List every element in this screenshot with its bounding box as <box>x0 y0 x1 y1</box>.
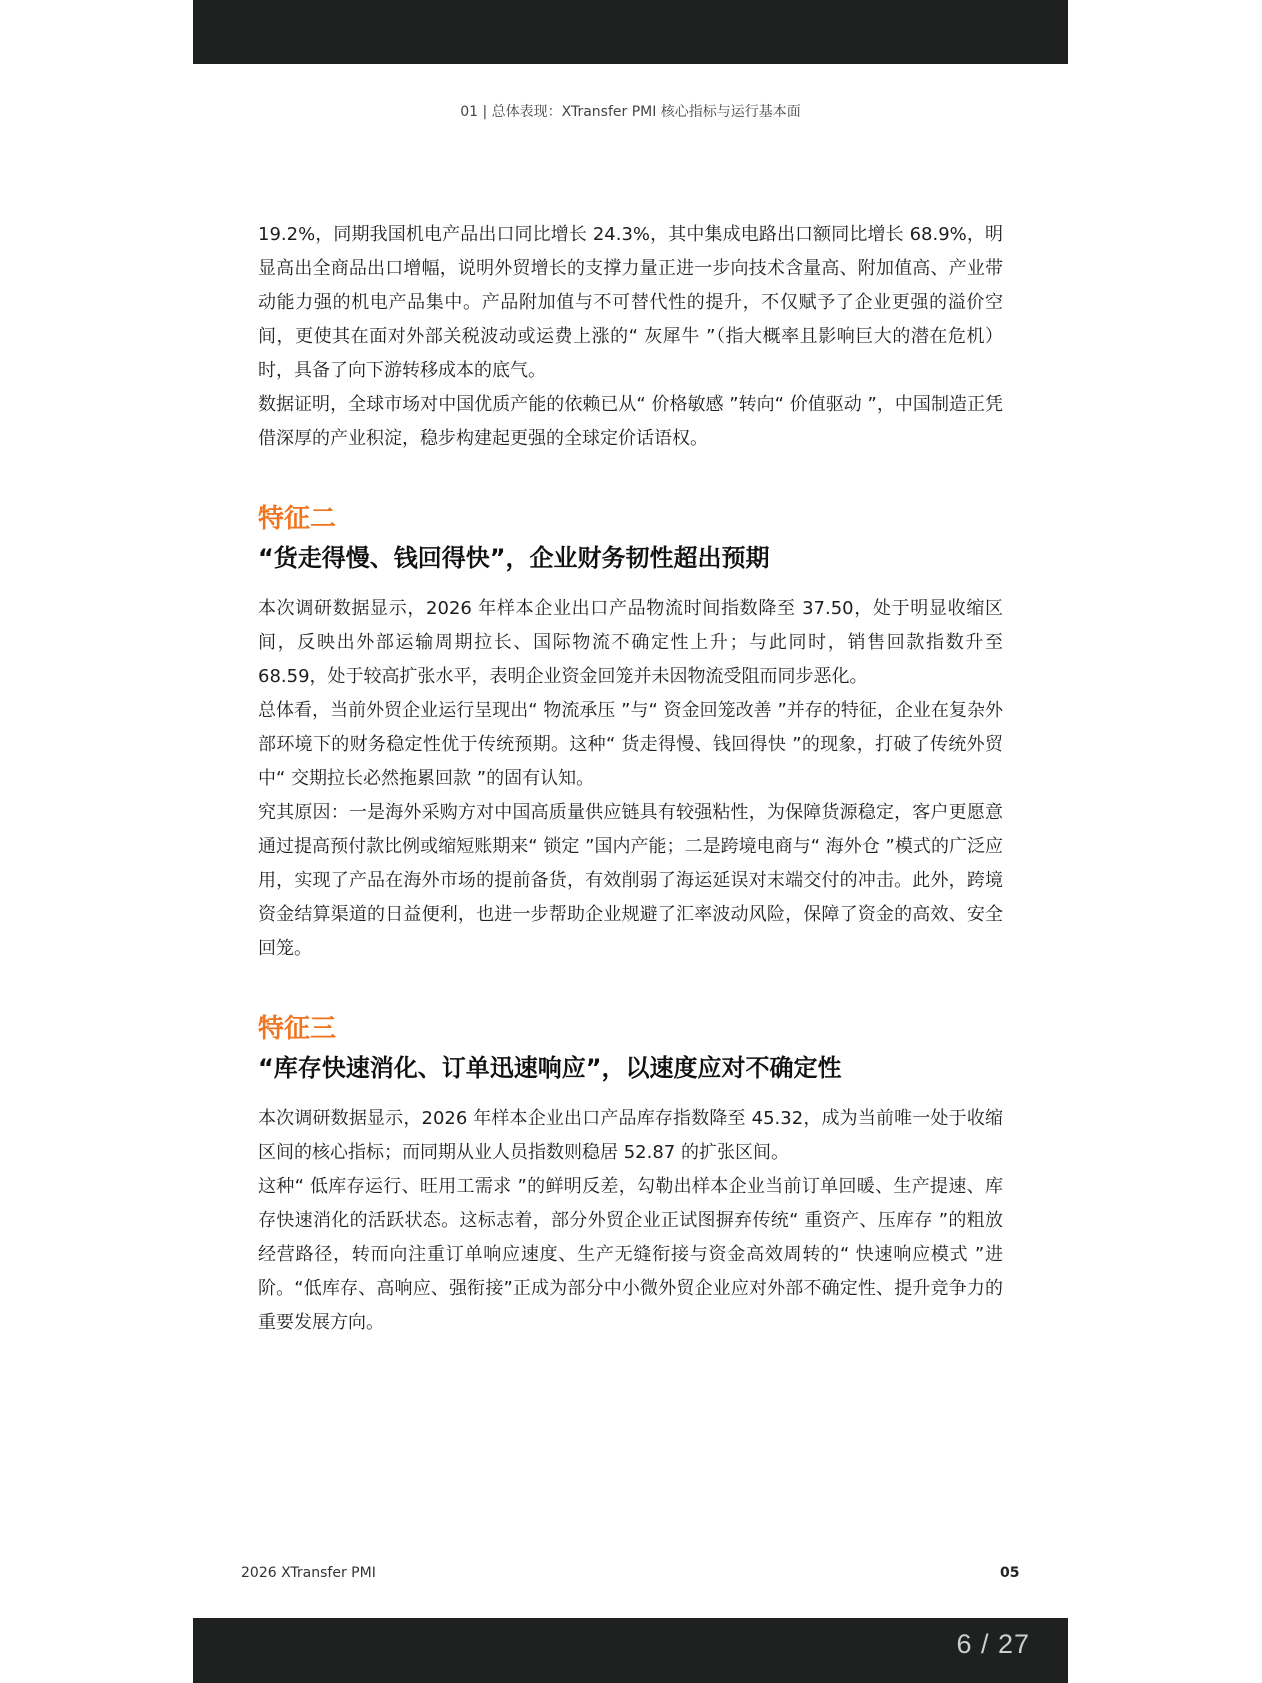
page-indicator: 6 / 27 <box>956 1629 1030 1659</box>
viewer-top-bar <box>193 0 1068 64</box>
footer-report-name: 2026 XTransfer PMI <box>241 1565 376 1581</box>
feature-2-title: “货走得慢、钱回得快”，企业财务韧性超出预期 <box>258 544 770 572</box>
feature-2-paragraph-1: 本次调研数据显示，2026 年样本企业出口产品物流时间指数降至 37.50，处于明显收缩区间，反映出外部运输周期拉长、国际物流不确定性上升；与此同时，销售回款指数升至 68.59，处于较高扩张水平，表明企业资金回笼并未因物流受阻而同步恶化。 <box>258 598 1003 687</box>
feature-2-paragraph-2: 总体看，当前外贸企业运行呈现出“ 物流承压 ”与“ 资金回笼改善 ”并存的特征，企业在复杂外部环境下的财务稳定性优于传统预期。这种“ 货走得慢、钱回得快 ”的现象，打破了传统外贸中“ 交期拉长必然拖累回款 ”的固有认知。 <box>258 700 1003 789</box>
page-content <box>258 218 1003 1340</box>
feature-3-label: 特征三 <box>258 1014 337 1044</box>
intro-paragraph-2: 数据证明，全球市场对中国优质产能的依赖已从“ 价格敏感 ”转向“ 价值驱动 ”，中国制造正凭借深厚的产业积淀，稳步构建起更强的全球定价话语权。 <box>258 394 1003 449</box>
feature-3-paragraph-2: 这种“ 低库存运行、旺用工需求 ”的鲜明反差，勾勒出样本企业当前订单回暖、生产提速、库存快速消化的活跃状态。这标志着，部分外贸企业正试图摒弃传统“ 重资产、压库存 ”的粗放经营路径，转而向注重订单响应速度、生产无缝衔接与资金高效周转的“ 快速响应模式 ”进阶。“低库存、高响应、强衔接”正成为部分中小微外贸企业应对外部不确定性、提升竞争力的重要发展方向。 <box>258 1176 1003 1333</box>
feature-3-title: “库存快速消化、订单迅速响应”，以速度应对不确定性 <box>258 1054 842 1082</box>
viewer-bottom-bar <box>193 1618 1068 1683</box>
footer-page-number: 05 <box>1000 1565 1020 1581</box>
feature-3-paragraph-1: 本次调研数据显示，2026 年样本企业出口产品库存指数降至 45.32，成为当前唯一处于收缩区间的核心指标；而同期从业人员指数则稳居 52.87 的扩张区间。 <box>258 1108 1003 1163</box>
running-header: 01 | 总体表现：XTransfer PMI 核心指标与运行基本面 <box>460 104 801 120</box>
feature-2-label: 特征二 <box>258 504 337 534</box>
feature-2-paragraph-3: 究其原因：一是海外采购方对中国高质量供应链具有较强粘性，为保障货源稳定，客户更愿意通过提高预付款比例或缩短账期来“ 锁定 ”国内产能；二是跨境电商与“ 海外仓 ”模式的广泛应用，实现了产品在海外市场的提前备货，有效削弱了海运延误对末端交付的冲击。此外，跨境资金结算渠道的日益便利，也进一步帮助企业规避了汇率波动风险，保障了资金的高效、安全回笼。 <box>258 802 1003 959</box>
intro-paragraph-1: 19.2%，同期我国机电产品出口同比增长 24.3%，其中集成电路出口额同比增长 68.9%，明显高出全商品出口增幅，说明外贸增长的支撑力量正进一步向技术含量高、附加值高、产业带动能力强的机电产品集中。产品附加值与不可替代性的提升，不仅赋予了企业更强的溢价空间，更使其在面对外部关税波动或运费上涨的“ 灰犀牛 ”（指大概率且影响巨大的潜在危机）时，具备了向下游转移成本的底气。 <box>258 224 1003 381</box>
